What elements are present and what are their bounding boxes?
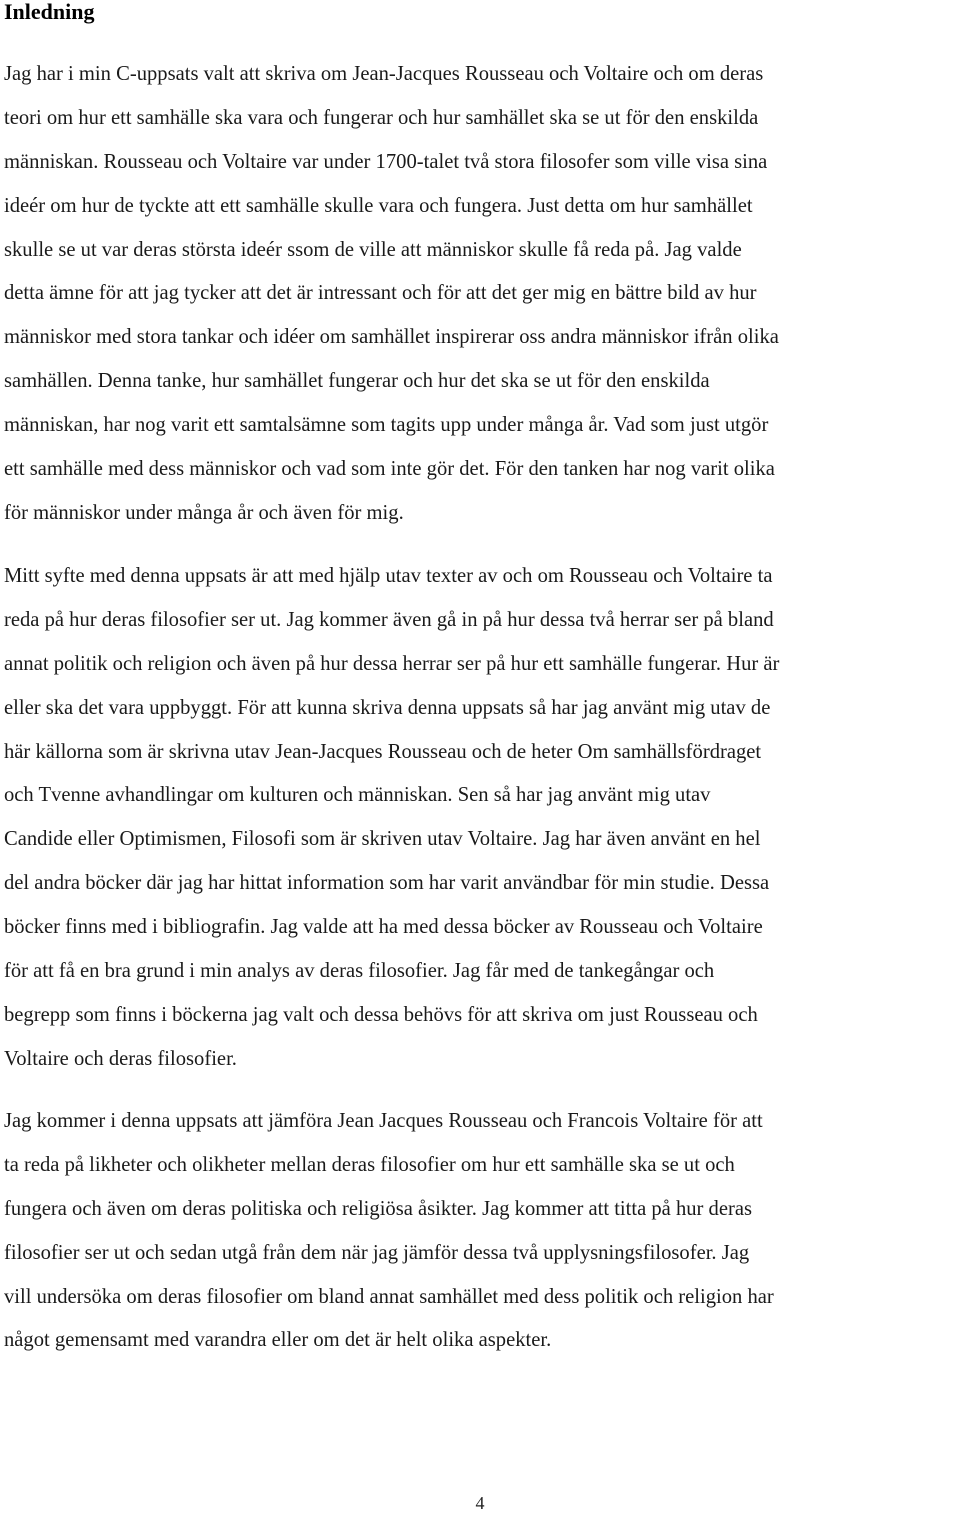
text-line: fungera och även om deras politiska och religiösa åsikter. Jag kommer att titta på hur deras bbox=[4, 1197, 753, 1220]
page-number: 4 bbox=[475, 1493, 485, 1513]
text-line: detta ämne för att jag tycker att det är intressant och för att det ger mig en bättre bild av hur bbox=[4, 282, 757, 305]
text-line: böcker finns med i bibliografin. Jag valde att ha med dessa böcker av Rousseau och Voltaire bbox=[4, 916, 763, 939]
text-line: samhällen. Denna tanke, hur samhället fungerar och hur det ska se ut för den enskilda bbox=[4, 370, 710, 393]
text-line: för människor under många år och även för mig. bbox=[4, 501, 404, 524]
text-line: ett samhälle med dess människor och vad som inte gör det. För den tanken har nog varit olika bbox=[4, 458, 775, 481]
text-line: och Tvenne avhandlingar om kulturen och människan. Sen så har jag använt mig utav bbox=[4, 784, 711, 807]
text-line: begrepp som finns i böckerna jag valt och dessa behövs för att skriva om just Rousseau och bbox=[4, 1003, 758, 1026]
text-line: Jag har i min C-uppsats valt att skriva om Jean-Jacques Rousseau och Voltaire och om deras bbox=[4, 63, 764, 85]
text-line: för att få en bra grund i min analys av deras filosofier. Jag får med de tankegångar och bbox=[4, 960, 715, 983]
text-line: Mitt syfte med denna uppsats är att med hjälp utav texter av och om Rousseau och Voltaire ta bbox=[4, 565, 773, 587]
text-line: människor med stora tankar och idéer om samhället inspirerar oss andra människor ifrån olika bbox=[4, 326, 779, 349]
section-heading: Inledning bbox=[4, 0, 95, 24]
paragraph-method bbox=[4, 1100, 956, 1363]
paragraph-introduction bbox=[4, 53, 956, 536]
text-line: skulle se ut var deras största ideér ssom de ville att människor skulle få reda på. Jag valde bbox=[4, 238, 742, 261]
text-line: del andra böcker där jag har hittat information som har varit användbar för min studie. Dessa bbox=[4, 872, 770, 895]
text-line: Jag kommer i denna uppsats att jämföra Jean Jacques Rousseau och Francois Voltaire för att bbox=[4, 1110, 763, 1132]
text-line: vill undersöka om deras filosofier om bland annat samhället med dess politik och religion har bbox=[4, 1285, 774, 1308]
text-line: filosofier ser ut och sedan utgå från dem när jag jämför dessa två upplysningsfilosofer. Jag bbox=[4, 1241, 750, 1264]
text-line: ideér om hur de tyckte att ett samhälle skulle vara och fungera. Just detta om hur samhället bbox=[4, 194, 753, 217]
text-line: Candide eller Optimismen, Filosofi som är skriven utav Voltaire. Jag har även använt en hel bbox=[4, 828, 761, 851]
text-line: ta reda på likheter och olikheter mellan deras filosofier om hur ett samhälle ska se ut och bbox=[4, 1153, 735, 1176]
text-line: eller ska det vara uppbyggt. För att kunna skriva denna uppsats så har jag använt mig utav de bbox=[4, 696, 771, 719]
text-line: människan, har nog varit ett samtalsämne som tagits upp under många år. Vad som just utgör bbox=[4, 414, 769, 437]
text-line: människan. Rousseau och Voltaire var under 1700-talet två stora filosofer som ville visa sina bbox=[4, 150, 768, 173]
text-line: något gemensamt med varandra eller om det är helt olika aspekter. bbox=[4, 1329, 552, 1352]
text-line: teori om hur ett samhälle ska vara och fungerar och hur samhället ska se ut för den enskilda bbox=[4, 106, 759, 129]
text-line: här källorna som är skrivna utav Jean-Jacques Rousseau och de heter Om samhällsfördraget bbox=[4, 740, 762, 763]
paragraph-purpose bbox=[4, 555, 956, 1082]
text-line: reda på hur deras filosofier ser ut. Jag kommer även gå in på hur dessa två herrar ser på bland bbox=[4, 608, 774, 631]
text-line: annat politik och religion och även på hur dessa herrar ser på hur ett samhälle fungerar. Hur är bbox=[4, 652, 780, 675]
text-line: Voltaire och deras filosofier. bbox=[4, 1047, 237, 1070]
